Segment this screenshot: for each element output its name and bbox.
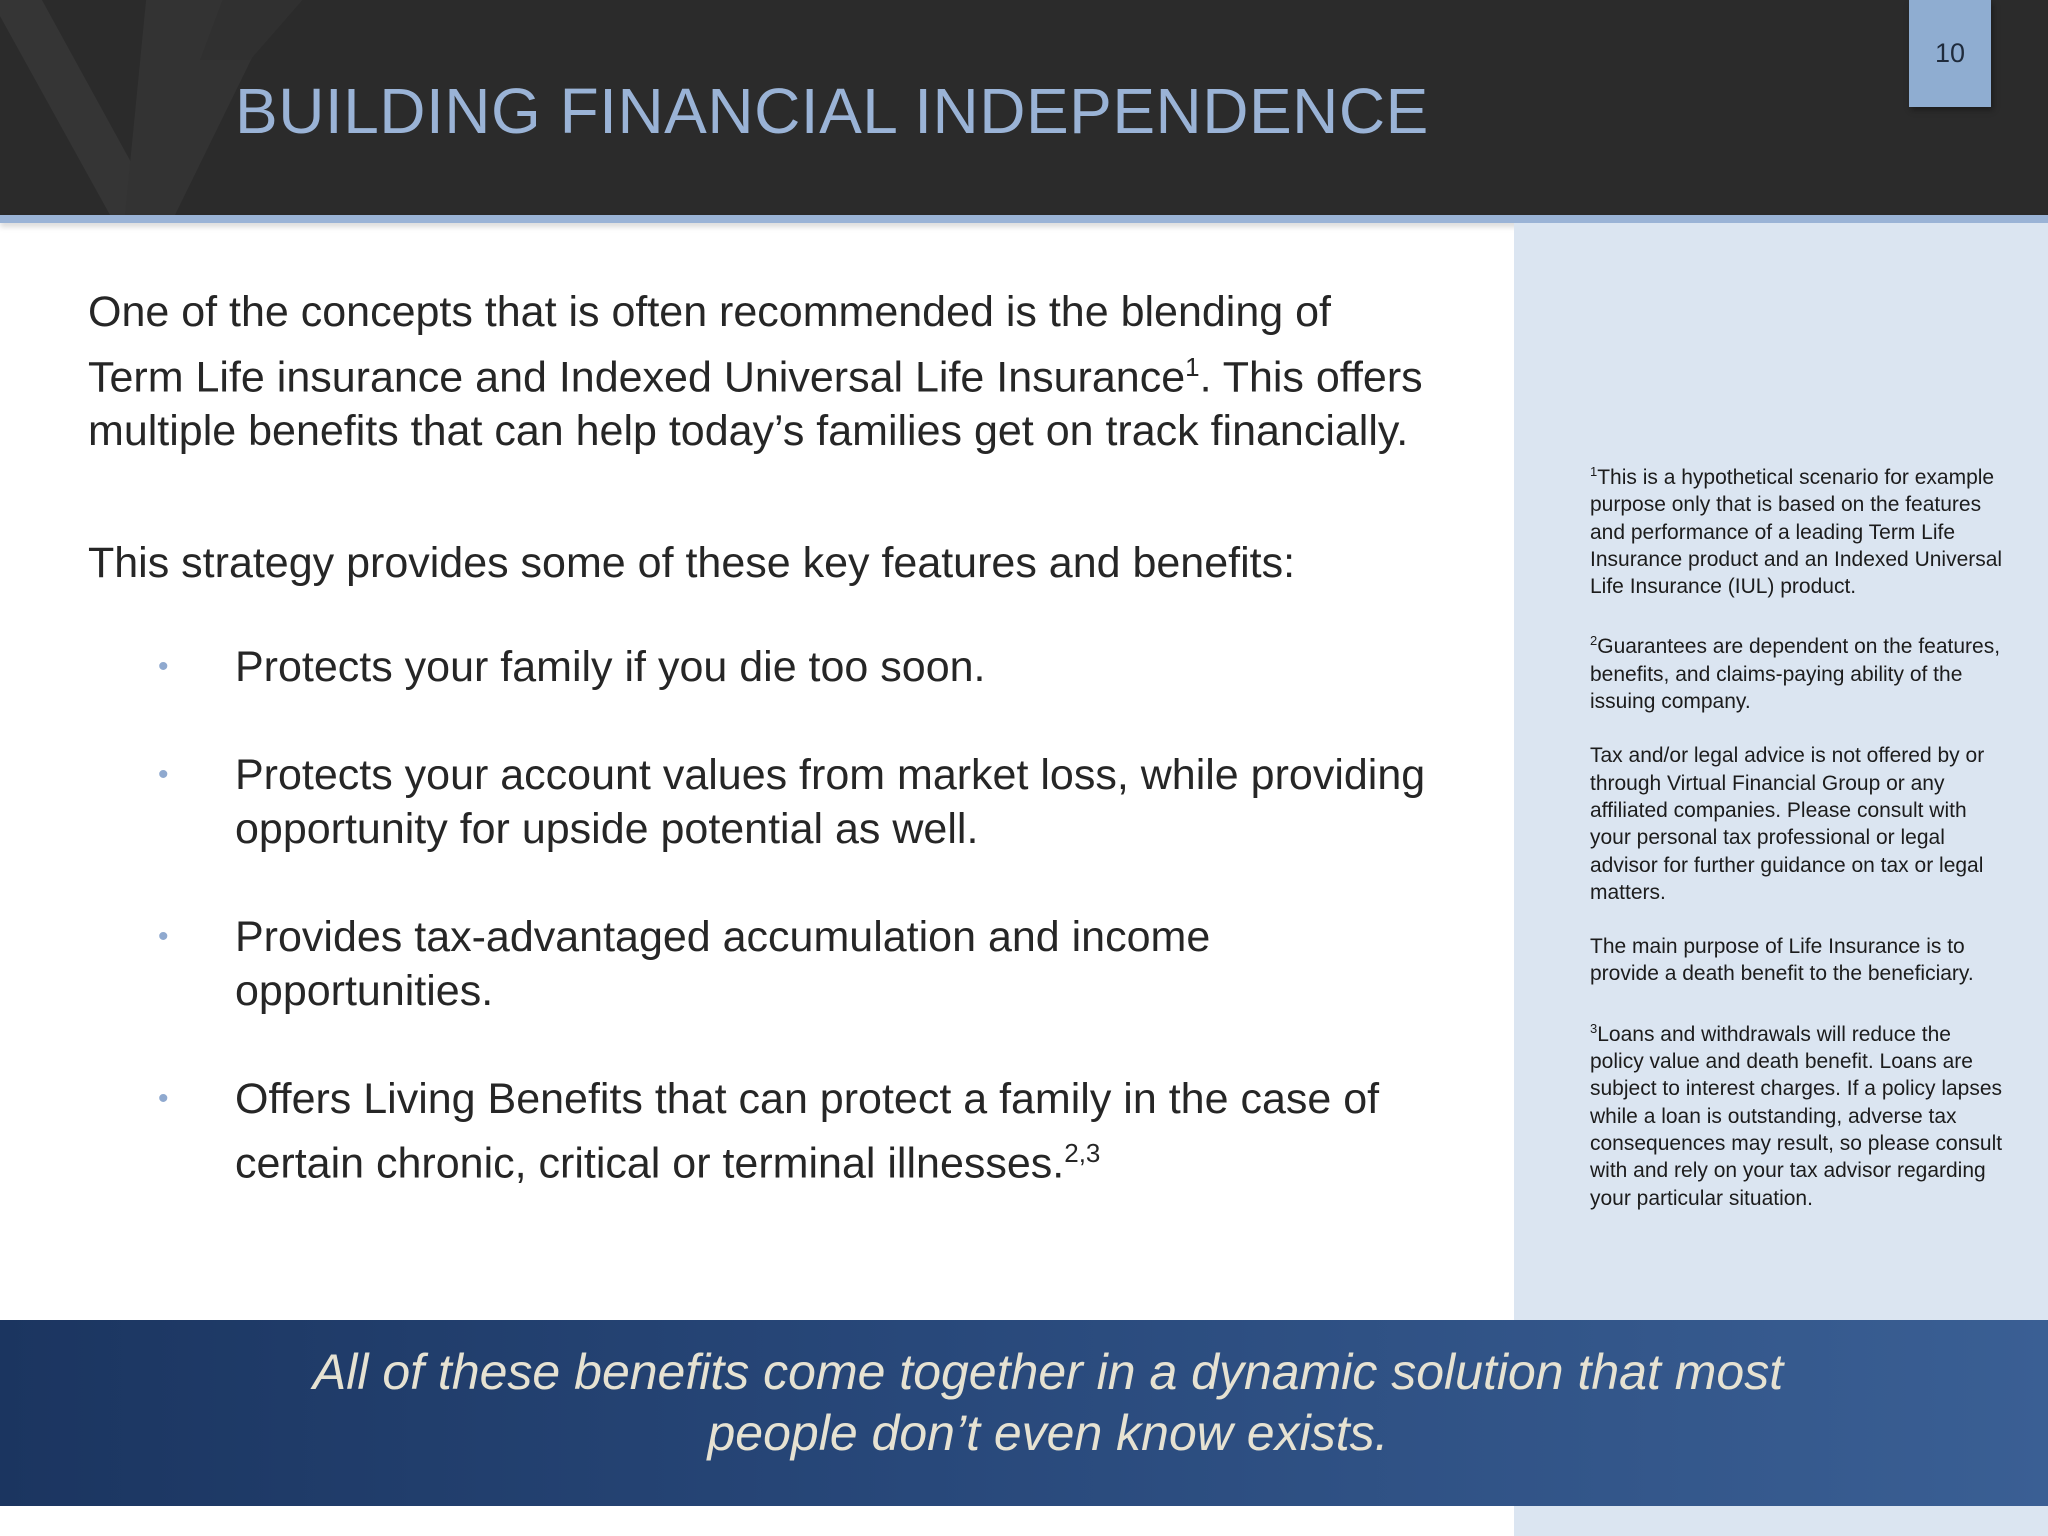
list-item <box>88 748 1435 857</box>
page-number: 10 <box>1909 0 1991 107</box>
bullet-icon: • <box>158 757 169 791</box>
footnote-text: Loans and withdrawals will reduce the policy value and death benefit. Loans are subject to interest charges. If a policy lapses while a loan is outstanding, adverse tax consequences may result, so please consult with and rely on your tax advisor regarding your particular situation. <box>1590 1022 2003 1210</box>
benefits-list <box>88 640 1428 1191</box>
benefit-footnote-marker: 2,3 <box>1064 1138 1101 1169</box>
intro-paragraph <box>88 285 1428 459</box>
page-title: BUILDING FINANCIAL INDEPENDENCE <box>235 75 1429 147</box>
header-bar <box>0 0 2048 215</box>
footnote-text: Guarantees are dependent on the features, benefits, and claims-paying ability of the issuing company. <box>1590 635 2001 714</box>
footnote-text: This is a hypothetical scenario for example purpose only that is based on the features and performance of a leading Term Life Insurance product and an Indexed Universal Life Insurance (IUL) product. <box>1590 466 2003 599</box>
benefit-text: Protects your account values from market loss, while providing opportunity for upside potential as well. <box>235 750 1426 854</box>
banner-line-2: people don’t even know exists. <box>707 1405 1389 1461</box>
main-content <box>88 285 1428 1244</box>
footnote-1 <box>1590 458 2010 600</box>
footnote-marker: 3 <box>1590 1020 1598 1036</box>
header-divider <box>0 215 2048 223</box>
intro-text: . This offers multiple benefits that can help today’s families get on track financially. <box>88 352 1423 456</box>
footnote-marker: 2 <box>1590 633 1598 649</box>
benefit-text: Offers Living Benefits that can protect a family in the case of certain chronic, critical or terminal illnesses. <box>235 1074 1380 1188</box>
summary-banner <box>0 1320 2048 1506</box>
bullet-icon: • <box>158 1081 169 1115</box>
footnote-2 <box>1590 627 2010 715</box>
footnote-3 <box>1590 1015 2010 1212</box>
intro-footnote-marker: 1 <box>1185 351 1200 382</box>
footnotes <box>1590 458 2010 1239</box>
list-item <box>88 910 1435 1019</box>
bullet-icon: • <box>158 919 169 953</box>
bullet-icon: • <box>158 650 169 684</box>
strategy-heading: This strategy provides some of these key features and benefits: <box>88 538 1296 587</box>
disclaimer-purpose: The main purpose of Life Insurance is to provide a death benefit to the beneficiary. <box>1590 935 1974 986</box>
banner-line-1: All of these benefits come together in a dynamic solution that most <box>312 1344 1784 1400</box>
list-item <box>88 640 1435 695</box>
footnote-marker: 1 <box>1590 464 1598 479</box>
disclaimer-tax-legal: Tax and/or legal advice is not offered by or through Virtual Financial Group or any affiliated companies. Please consult with your personal tax professional or legal advisor for further guidance on tax or legal matters. <box>1590 744 1985 904</box>
banner-text <box>0 1342 2048 1464</box>
intro-text: One of the concepts that is often recommended is the blending of Term Life insurance and Indexed Universal Life Insurance <box>88 288 1331 401</box>
benefit-text: Provides tax-advantaged accumulation and income opportunities. <box>235 912 1211 1016</box>
benefit-text: Protects your family if you die too soon. <box>235 643 986 692</box>
list-item <box>88 1072 1435 1191</box>
